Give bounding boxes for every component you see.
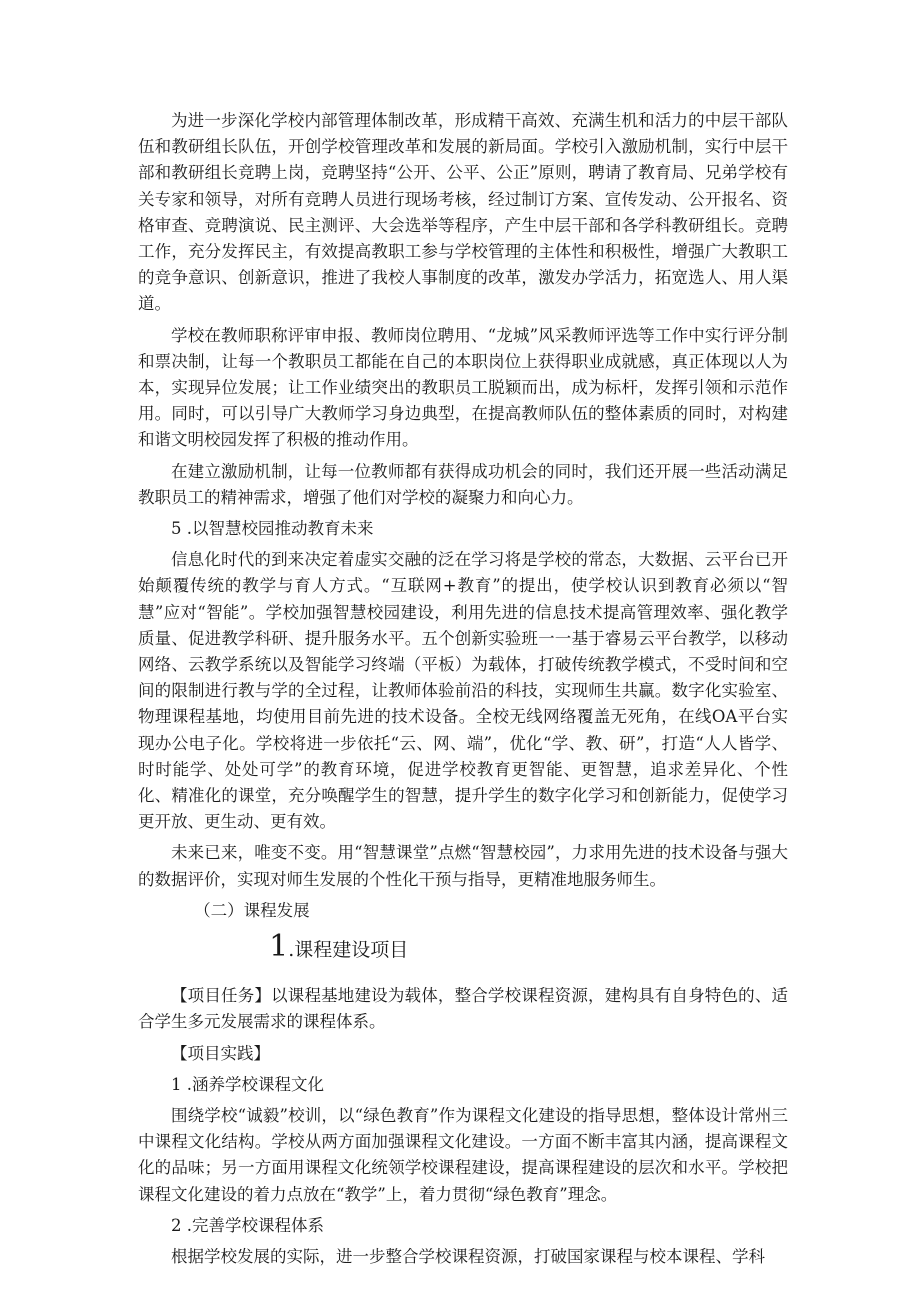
- subheading-course-system: 2 .完善学校课程体系: [171, 1215, 324, 1235]
- paragraph-competitive-recruitment: 为进一步深化学校内部管理体制改革，形成精干高效、充满生机和活力的中层干部队伍和教研组长队伍，开创学校管理改革和发展的新局面。学校引入激励机制，实行中层干部和教研组长竞聘上岗，竞聘坚持“公开、公平、公正”原则，聘请了教育局、兄弟学校有关专家和领导，对所有竞聘人员进行现场考核，经过制订方案、宣传发动、公开报名、资格审查、竞聘演说、民主测评、大会选举等程序，产生中层干部和各学科教研组长。竞聘工作，充分发挥民主，有效提高教职工参与学校管理的主体性和积极性，增强广大教职工的竞争意识、创新意识，推进了我校人事制度的改革，激发办学活力，拓宽选人、用人渠道。: [138, 111, 788, 314]
- paragraph-course-culture: 围绕学校“诚毅”校训，以“绿色教育”作为课程文化建设的指导思想，整体设计常州三中课程文化结构。学校从两方面加强课程文化建设。一方面不断丰富其内涵，提高课程文化的品味；另一方面用课程文化统领学校课程建设，提高课程建设的层次和水平。学校把课程文化建设的着力点放在“教学”上，着力贯彻“绿色教育”理念。: [138, 1105, 788, 1204]
- paragraph-course-system: 根据学校发展的实际，进一步整合学校课程资源，打破国家课程与校本课程、学科: [171, 1246, 765, 1266]
- paragraph-incentive-mechanism: 在建立激励机制，让每一位教师都有获得成功机会的同时，我们还开展一些活动满足教职员工的精神需求，增强了他们对学校的凝聚力和向心力。: [138, 461, 788, 507]
- document-page: [138, 108, 788, 1275]
- paragraph-evaluation-system: 学校在教师职称评审申报、教师岗位聘用、“龙城”风采教师评选等工作中实行评分制和票决制，让每一个教职员工都能在自己的本职岗位上获得职业成就感，真正体现以人为本，实现异位发展；让工作业绩突出的教职员工脱颖而出，成为标杆，发挥引领和示范作用。同时，可以引导广大教师学习身边典型，在提高教师队伍的整体素质的同时，对构建和谐文明校园发挥了积极的推动作用。: [138, 325, 788, 450]
- subheading-course-culture: 1 .涵养学校课程文化: [171, 1074, 324, 1094]
- project-heading-number: 1: [269, 929, 289, 965]
- paragraph-smart-campus: 信息化时代的到来决定着虚实交融的泛在学习将是学校的常态，大数据、云平台已开始颠覆传统的教学与育人方式。“互联网+教育”的提出，使学校认识到教育必须以“智慧”应对“智能”。学校加强智慧校园建设，利用先进的信息技术提高管理效率、强化教学质量、促进教学科研、提升服务水平。五个创新实验班一一基于睿易云平台教学，以移动网络、云教学系统以及智能学习终端（平板）为载体，打破传统教学模式，不受时间和空间的限制进行教与学的全过程，让教师体验前沿的科技，实现师生共赢。数字化实验室、物理课程基地，均使用目前先进的技术设备。全校无线网络覆盖无死角，在线OA平台实现办公电子化。学校将进一步依托“云、网、端”，优化“学、教、研”，打造“人人皆学、时时能学、处处可学”的教育环境，促进学校教育更智能、更智慧，追求差异化、个性化、精准化的课堂，充分唤醒学生的智慧，提升学生的数字化学习和创新能力，促使学习更开放、更生动、更有效。: [138, 550, 788, 832]
- project-heading: [138, 929, 788, 965]
- project-heading-title: .课程建设项目: [288, 939, 409, 962]
- paragraph-project-task: 【项目任务】以课程基地建设为载体，整合学校课程资源，建构具有自身特色的、适合学生多元发展需求的课程体系。: [138, 986, 788, 1032]
- section-heading-project-practice: 【项目实践】: [171, 1043, 270, 1063]
- paragraph-future: 未来已来，唯变不变。用“智慧课堂”点燃“智慧校园”，力求用先进的技术设备与强大的数据评价，实现对师生发展的个性化干预与指导，更精准地服务师生。: [138, 843, 788, 889]
- section-heading-smart-campus: 5 .以智慧校园推动教育未来: [171, 519, 374, 539]
- section-heading-course-development: （二）课程发展: [194, 900, 310, 920]
